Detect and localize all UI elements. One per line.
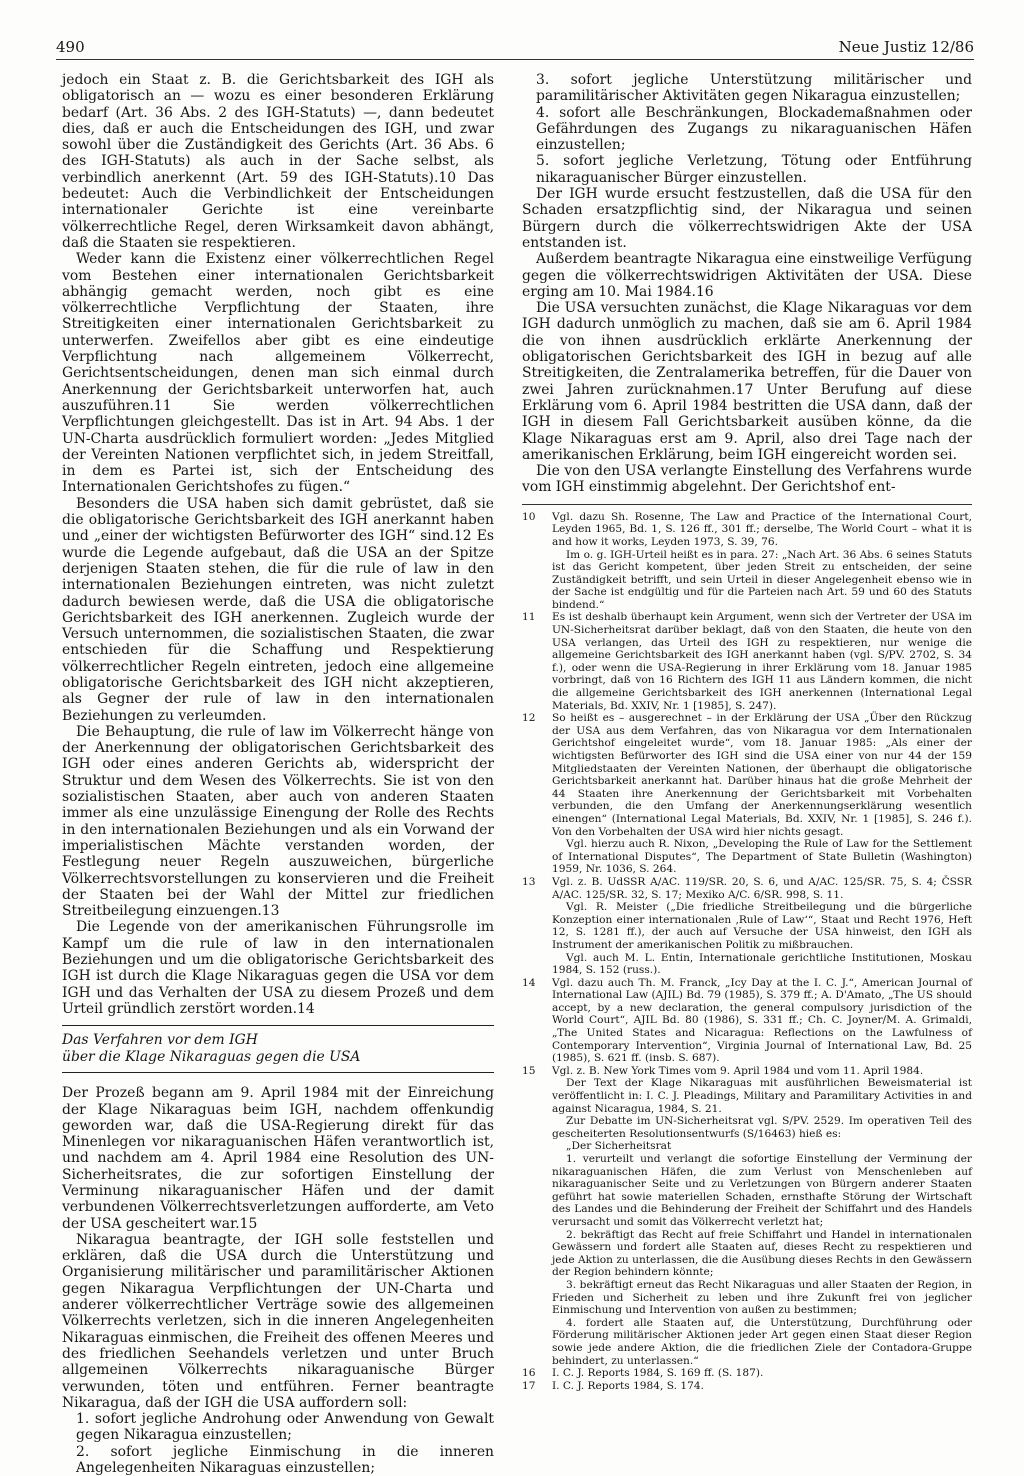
footnote-number: 11 — [522, 611, 536, 624]
body-paragraph: Die Behauptung, die rule of law im Völkerrecht hänge von der Anerkennung der obligatorischen Gerichtsbarkeit des IGH oder eines anderen Gerichts ab, widerspricht der Struktur und dem Wesen des Völkerrechts. Sie ist von den sozialistischen Staaten, aber auch von anderen Staaten immer als eine unzulässige Einengung der Rolle des Rechts in den internationalen Beziehungen und als ein Vorwand der imperialistischen Mächte verstanden worden, der Festlegung neuer Regeln auszuweichen, bürgerliche Völkerrechtsvorstellungen zu konservieren und die Freiheit der Staaten bei der Wahl der Mittel zur friedlichen Streitbeilegung einzuengen.13 — [62, 723, 494, 920]
footnote-number: 13 — [522, 875, 536, 888]
footnote — [522, 876, 972, 977]
section-heading-line: über die Klage Nikaraguas gegen die USA — [62, 1049, 361, 1066]
footnote-number: 15 — [522, 1064, 536, 1077]
footnote-number: 14 — [522, 976, 536, 989]
body-paragraph: Die USA versuchten zunächst, die Klage Nikaraguas vor dem IGH dadurch unmöglich zu machen, daß sie am 6. April 1984 die von ihnen ausdrücklich erklärte Anerkennung der obligatorischen Gerichtsbarkeit des IGH in bezug auf alle Streitigkeiten, die Zentralamerika betreffen, für die Dauer von zwei Jahren zurücknahmen.17 Unter Berufung auf diese Erklärung vom 6. April 1984 bestritten die USA dann, daß der IGH in diesem Fall Gerichtsbarkeit ausüben könne, da die Klage Nikaraguas erst am 9. April, also drei Tage nach der amerikanischen Erklärung, beim IGH eingereicht worden sei. — [522, 300, 972, 463]
footnote-number: 16 — [522, 1367, 536, 1380]
footnote-text: Es ist deshalb überhaupt kein Argument, wenn sich der Vertreter der USA im UN-Sicherheitsrat darüber beklagt, daß von den Staaten, die heute von den USA verlangen, das Urteil des IGH zu respektieren, nur wenige die allgemeine Gerichtsbarkeit des IGH anerkannt haben (vgl. S/PV. 2702, S. 34 f.), oder wenn die USA-Regierung in ihrer Erklärung vom 18. Januar 1985 vorbringt, daß von 16 Richtern des IGH 11 aus Ländern kommen, die nicht die allgemeine Gerichtsbarkeit des IGH anerkennen (International Legal Materials, Bd. XXIV, Nr. 1 [1985], S. 247). — [552, 611, 972, 712]
footnote-text: 2. bekräftigt das Recht auf freie Schiffahrt und Handel in internationalen Gewässern und fordert alle Staaten auf, dieses Recht zu respektieren und jede Aktion zu unterlassen, die die Ausübung dieses Rechts in den Gewässern der Region behindern könnte; — [552, 1228, 972, 1279]
footnote — [522, 712, 972, 876]
footnote-text: 1. verurteilt und verlangt die sofortige Einstellung der Verminung der nikaraguanischen Häfen, die zum Verlust von Menschenleben auf nikaraguanischer Seite und zu Verletzungen von Bürgern anderer Staaten geführt hat sowie materiellen Schaden, ernsthafte Störung der Wirtschaft des Landes und die Behinderung der Freiheit der Schiffahrt und des Handels verursacht und somit das Völkerrecht verletzt hat; — [552, 1153, 972, 1228]
body-paragraph: jedoch ein Staat z. B. die Gerichtsbarkeit des IGH als obligatorisch an — wozu es einer besonderen Erklärung bedarf (Art. 36 Abs. 2 des IGH-Statuts) —, dann bedeutet dies, daß er auch die Entscheidungen des IGH, und zwar sowohl über die Zuständigkeit des Gerichts (Art. 36 Abs. 6 des IGH-Statuts) als auch in der Sache selbst, als verbindlich anerkennt (Art. 59 des IGH-Statuts).10 Das bedeutet: Auch die Verbindlichkeit der Entscheidungen internationaler Gerichte ist eine vereinbarte völkerrechtliche Regel, deren Wirksamkeit davon abhängt, daß die Staaten sie respektieren. — [62, 72, 494, 251]
footnote — [522, 611, 972, 712]
list-item: 5. sofort jegliche Verletzung, Tötung oder Entführung nikaraguanischer Bürger einzustellen. — [536, 153, 972, 186]
body-paragraph: Der IGH wurde ersucht festzustellen, daß die USA für den Schaden ersatzpflichtig sind, der Nikaragua und seinen Bürgern durch die völkerrechtswidrigen Akte der USA entstanden ist. — [522, 186, 972, 251]
footnote — [522, 511, 972, 612]
body-paragraph: Besonders die USA haben sich damit gebrüstet, daß sie die obligatorische Gerichtsbarkeit des IGH anerkannt haben und „einer der wichtigsten Befürworter des IGH“ sind.12 Es wurde die Legende aufgebaut, daß die USA an der Spitze derjenigen Staaten stehen, die für die rule of law in den internationalen Beziehungen eintreten, was nicht zuletzt dadurch bewiesen werde, daß die USA die obligatorische Gerichtsbarkeit des IGH anerkennen. Zugleich wurde der Versuch unternommen, die sozialistischen Staaten, die zwar entschieden für die Schaffung und Respektierung völkerrechtlicher Regeln eintreten, jedoch eine allgemeine obligatorische Gerichtsbarkeit des IGH nicht akzeptieren, als Gegner der rule of law in den internationalen Beziehungen zu verleumden. — [62, 495, 494, 724]
page-header — [56, 38, 974, 58]
body-paragraph: Weder kann die Existenz einer völkerrechtlichen Regel vom Bestehen einer internationalen Gerichtsbarkeit abhängig gemacht werden, noch gibt es eine völkerrechtliche Verpflichtung der Staaten, ihre Streitigkeiten einer internationalen Gerichtsbarkeit zu unterwerfen. Zweifellos aber gibt es eine eindeutige Verpflichtung nach allgemeinem Völkerrecht, Gerichtsentscheidungen, denen man sich einmal durch Anerkennung der Gerichtsbarkeit unterworfen hat, auch auszuführen.11 Sie werden völkerrechtlichen Verpflichtungen gleichgestellt. Das ist in Art. 94 Abs. 1 der UN-Charta ausdrücklich formuliert worden: „Jedes Mitglied der Vereinten Nationen verpflichtet sich, in jedem Streitfall, in dem es Partei ist, sich der Entscheidung des Internationalen Gerichtshofes zu fügen.“ — [62, 251, 494, 496]
footnote-number: 12 — [522, 712, 536, 725]
list-item: 3. sofort jegliche Unterstützung militärischer und paramilitärischer Aktivitäten gegen Nikaragua einzustellen; — [536, 72, 972, 105]
list-item: 1. sofort jegliche Androhung oder Anwendung von Gewalt gegen Nikaragua einzustellen; — [76, 1411, 494, 1444]
footnote — [522, 977, 972, 1065]
left-column — [62, 72, 494, 1476]
footnote-text: Der Text der Klage Nikaraguas mit ausführlichen Beweismaterial ist veröffentlicht in: I. C. J. Pleadings, Military and Paramilitary Activities in and against Nicaragua, 1984, S. 21. — [552, 1077, 972, 1115]
list-item: 4. sofort alle Beschränkungen, Blockademaßnahmen oder Gefährdungen des Zugangs zu nikaraguanischen Häfen einzustellen; — [536, 104, 972, 154]
section-heading — [62, 1025, 494, 1073]
journal-issue: Neue Justiz 12/86 — [838, 38, 974, 56]
body-paragraph: Außerdem beantragte Nikaragua eine einstweilige Verfügung gegen die völkerrechtswidrigen Aktivitäten der USA. Diese erging am 10. Mai 1984.16 — [522, 251, 972, 300]
footnote-text: 4. fordert alle Staaten auf, die Unterstützung, Durchführung oder Förderung militärischer Aktionen jeder Art gegen einen Staat dieser Region sowie jede andere Aktion, die die friedlichen Ziele der Contadora-Gruppe behindert, zu unterlassen.“ — [552, 1316, 972, 1367]
footnote-text: Vgl. auch M. L. Entin, Internationale gerichtliche Institutionen, Moskau 1984, S. 152 (russ.). — [552, 951, 972, 977]
footnote-number: 10 — [522, 510, 536, 523]
footnote-text: 3. bekräftigt erneut das Recht Nikaraguas und aller Staaten der Region, in Frieden und Sicherheit zu leben und ihre Zukunft frei von jeglicher Einmischung und Intervention von außen zu bestimmen; — [552, 1278, 972, 1317]
footnote — [522, 1380, 972, 1393]
footnote-text: Im o. g. IGH-Urteil heißt es in para. 27: „Nach Art. 36 Abs. 6 seines Statuts ist das Gericht kompetent, über jeden Streit zu entscheiden, der seine Zuständigkeit betrifft, und sein Urteil in dieser Angelegenheit ebenso wie in der Sache ist endgültig und für die Parteien nach Art. 59 und 60 des Statuts bindend.“ — [552, 548, 972, 611]
right-column — [522, 72, 972, 1432]
footnote — [522, 1367, 972, 1380]
footnote-text: „Der Sicherheitsrat — [566, 1140, 672, 1153]
body-paragraph: Nikaragua beantragte, der IGH solle feststellen und erklären, daß die USA durch die Unterstützung und Organisierung militärischer und paramilitärischer Aktionen gegen Nikaragua Verpflichtungen der UN-Charta und anderer völkerrechtlicher Verträge sowie des allgemeinen Völkerrechts verletzen, sich in die inneren Angelegenheiten Nikaraguas einmischen, die Freiheit des offenen Meeres und des friedlichen Seehandels verletzen und unter Bruch allgemeinen Völkerrechts nikaraguanische Bürger verwunden, töten und entführen. Ferner beantragte Nikaragua, daß der IGH die USA auffordern soll: — [62, 1231, 494, 1411]
footnote-text: Vgl. hierzu auch R. Nixon, „Developing the Rule of Law for the Settlement of International Disputes“, The Department of State Bulletin (Washington) 1959, Nr. 1036, S. 264. — [552, 838, 972, 876]
body-paragraph: Die von den USA verlangte Einstellung des Verfahrens wurde vom IGH einstimmig abgelehnt. Der Gerichtshof ent- — [522, 463, 972, 496]
footnote-text: Vgl. R. Meister („Die friedliche Streitbeilegung und die bürgerliche Konzeption einer internationalen ‚Rule of Law‘“, Staat und Recht 1976, Heft 12, S. 1281 ff.), der auch auf Versuche der USA hinweist, den IGH als Instrument der amerikanischen Politik zu mißbrauchen. — [552, 901, 972, 951]
section-heading-line: Das Verfahren vor dem IGH — [62, 1032, 258, 1049]
footnote-text: Vgl. dazu auch Th. M. Franck, „Icy Day at the I. C. J.“, American Journal of International Law (AJIL) Bd. 79 (1985), S. 379 ff.; A. D'Amato, „The US should accept, by a new declaration, the general compulsory jurisdiction of the World Court“, AJIL Bd. 80 (1986), S. 331 ff.; Ch. C. Joyner/M. A. Grimaldi, „The United States and Nicaragua: Reflections on the Lawfulness of Contemporary Intervention“, Virginia Journal of International Law, Bd. 25 (1985), S. 621 ff. (insb. S. 687). — [552, 976, 972, 1065]
footnote-text: Vgl. z. B. UdSSR A/AC. 119/SR. 20, S. 6, und A/AC. 125/SR. 75, S. 4; ČSSR A/AC. 125/SR. 32, S. 17; Mexiko A/C. 6/SR. 998, S. 11. — [552, 875, 972, 901]
page-number: 490 — [56, 38, 85, 56]
footnote — [522, 1065, 972, 1367]
footnote-text: I. C. J. Reports 1984, S. 169 ff. (S. 187). — [552, 1367, 764, 1380]
footnote-number: 17 — [522, 1379, 536, 1392]
footnote-text: Vgl. z. B. New York Times vom 9. April 1984 und vom 11. April 1984. — [552, 1064, 924, 1077]
header-rule — [56, 59, 974, 60]
footnote-rule — [522, 504, 972, 505]
footnote-text: So heißt es – ausgerechnet – in der Erklärung der USA „Über den Rückzug der USA aus dem Verfahren, das von Nikaragua vor dem Internationalen Gerichtshof eingeleitet wurde“, vom 18. Januar 1985: „Als einer der wichtigsten Befürworter des IGH sind die USA einer von nur 44 der 159 Mitgliedstaaten der Vereinten Nationen, der überhaupt die obligatorische Gerichtsbarkeit anerkannt hat. Darüber hinaus hat die große Mehrheit der 44 Staaten ihre Anerkennung der Gerichtsbarkeit mit Vorbehalten verbunden, die den Umfang der Anerkennungserklärung wesentlich einengen“ (International Legal Materials, Bd. XXIV, Nr. 1 [1985], S. 246 f.). Von den Vorbehalten der USA wird hier nichts gesagt. — [552, 712, 972, 838]
list-item: 2. sofort jegliche Einmischung in die inneren Angelegenheiten Nikaraguas einzustellen; — [76, 1443, 494, 1476]
footnote-text: I. C. J. Reports 1984, S. 174. — [552, 1379, 704, 1392]
footnote-text: Vgl. dazu Sh. Rosenne, The Law and Practice of the International Court, Leyden 1965, Bd. 1, S. 126 ff., 301 ff.; derselbe, The World Court – what it is and how it works, Leyden 1973, S. 39, 76. — [552, 510, 972, 548]
body-paragraph: Die Legende von der amerikanischen Führungsrolle im Kampf um die rule of law in den internationalen Beziehungen und um die obligatorische Gerichtsbarkeit des IGH ist durch die Klage Nikaraguas gegen die USA vor dem IGH und das Verhalten der USA zu diesem Prozeß und dem Urteil gründlich zerstört worden.14 — [62, 919, 494, 1017]
body-paragraph: Der Prozeß begann am 9. April 1984 mit der Einreichung der Klage Nikaraguas beim IGH, nachdem offenkundig geworden war, daß die USA-Regierung direkt für das Minenlegen vor nikaraguanischen Häfen verantwortlich ist, und nachdem am 4. April 1984 eine Resolution des UN-Sicherheitsrates, die zur sofortigen Einstellung der Verminung nikaraguanischer Häfen und der damit verbundenen Völkerrechtsverletzungen aufforderte, am Veto der USA gescheitert war.15 — [62, 1085, 494, 1232]
footnote-text: Zur Debatte im UN-Sicherheitsrat vgl. S/PV. 2529. Im operativen Teil des gescheiterten Resolutionsentwurfs (S/16463) hieß es: — [552, 1115, 972, 1140]
